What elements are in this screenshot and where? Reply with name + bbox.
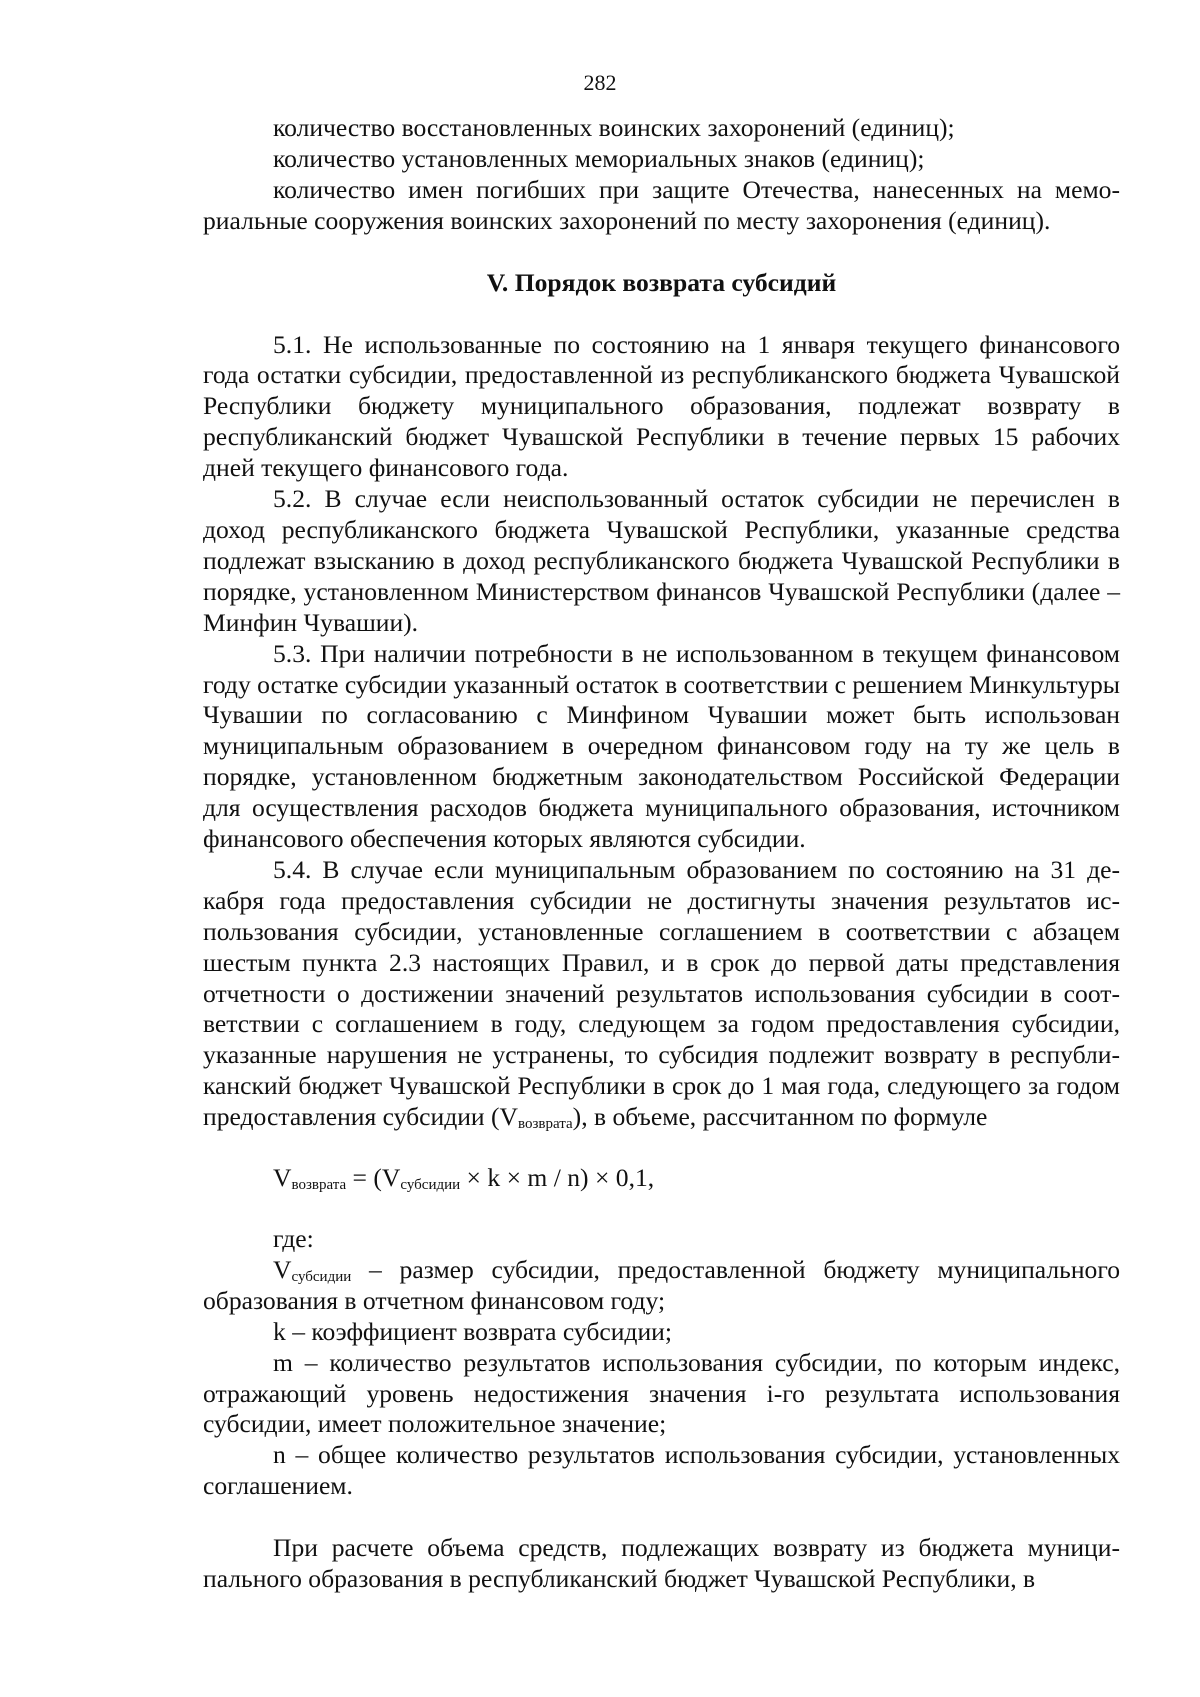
paragraph: количество восстановленных воинских захоронений (единиц); (273, 113, 955, 142)
where-label: где: (273, 1224, 314, 1253)
variable-subscript: возврата (518, 1116, 573, 1133)
page-number: 282 (583, 70, 617, 95)
paragraph-5-2: 5.2. В случае если неиспользованный остаток субсидии не перечислен в доход республиканского бюджета Чувашской Республики, указанные средства подлежат взысканию в доход республиканского бюджета Чувашской Республики в порядке, установленном Министерством финансов Чувашской Республики (далее – Минфин Чувашии). (203, 484, 1120, 637)
paragraph: количество установленных мемориальных знаков (единиц); (273, 143, 925, 173)
formula-var-2: V (381, 1163, 401, 1193)
definition-v-var: V (273, 1254, 292, 1284)
definition-k: k – коэффициент возврата субсидии; (273, 1316, 672, 1346)
document-body (203, 113, 1120, 1595)
paragraph-5-4-tail: ), в объеме, рассчитанном по формуле (572, 1102, 988, 1132)
formula-sub-1: возврата (291, 1177, 347, 1194)
definition-v-text: – размер субсидии, предоставленной бюджету муниципального образования в отчетном финансовом году; (203, 1254, 1120, 1315)
definition-v (203, 1255, 1120, 1317)
paragraph-last: При расчете объема средств, подлежащих возврату из бюджета муниципального образования в республиканский бюджет Чувашской Республики, в (203, 1533, 1120, 1594)
paragraph-5-4 (203, 855, 1120, 1133)
variable-v: V (499, 1102, 519, 1132)
formula-sub-2: субсидии (400, 1177, 461, 1194)
formula-tail: × k × m / n) × 0,1, (460, 1163, 655, 1193)
definition-n: n – общее количество результатов использования субсидии, установленных соглашением. (203, 1440, 1120, 1501)
formula-var-1: V (273, 1163, 292, 1193)
section-heading: V. Порядок возврата субсидий (486, 267, 837, 297)
paragraph-5-4-text: 5.4. В случае если муниципальным образованием по состоянию на 31 декабря года предоставления субсидии не достигнуты значения результатов использования субсидии, установленные соглашением в соответствии с абзацем шестым пункта 2.3 настоящих Правил, и в срок до первой даты представления отчетности о достижении значений результатов использования субсидии в соответствии с соглашением в году, следующем за годом предоставления субсидии, указанные нарушения не устранены, то субсидия подлежит возврату в республиканский бюджет Чувашской Республики в срок до 1 мая года, следующего за годом предоставления субсидии ( (203, 854, 1120, 1132)
paragraph-5-1: 5.1. Не использованные по состоянию на 1 января текущего финансового года остатки субсидии, предоставленной из республиканского бюджета Чувашской Республики бюджету муниципального образования, подлежат возврату в республиканский бюджет Чувашской Республики в течение первых 15 рабочих дней текущего финансового года. (203, 329, 1120, 483)
definition-v-sub: субсидии (291, 1268, 352, 1285)
paragraph-5-3: 5.3. При наличии потребности в не использованном в текущем финансовом году остатке субсидии указанный остаток в соответствии с решением Минкультуры Чувашии по согласованию с Минфином Чувашии может быть использован муниципальным образованием в очередном финансовом году на ту же цель в порядке, установленном бюджетным законодательством Российской Федерации для осуществления расходов бюджета муниципального образования, источником финансового обеспечения которых являются субсидии. (203, 638, 1120, 854)
paragraph: количество имен погибших при защите Отечества, нанесенных на мемориальные сооружения воинских захоронений по месту захоронения (единиц). (203, 174, 1120, 235)
definition-m: m – количество результатов использования субсидии, по которым индекс, отражающий уровень недостижения значения i-го результата использования субсидии, имеет положительное значение; (203, 1347, 1120, 1439)
formula (203, 1163, 1120, 1194)
formula-mid: = ( (346, 1163, 382, 1193)
